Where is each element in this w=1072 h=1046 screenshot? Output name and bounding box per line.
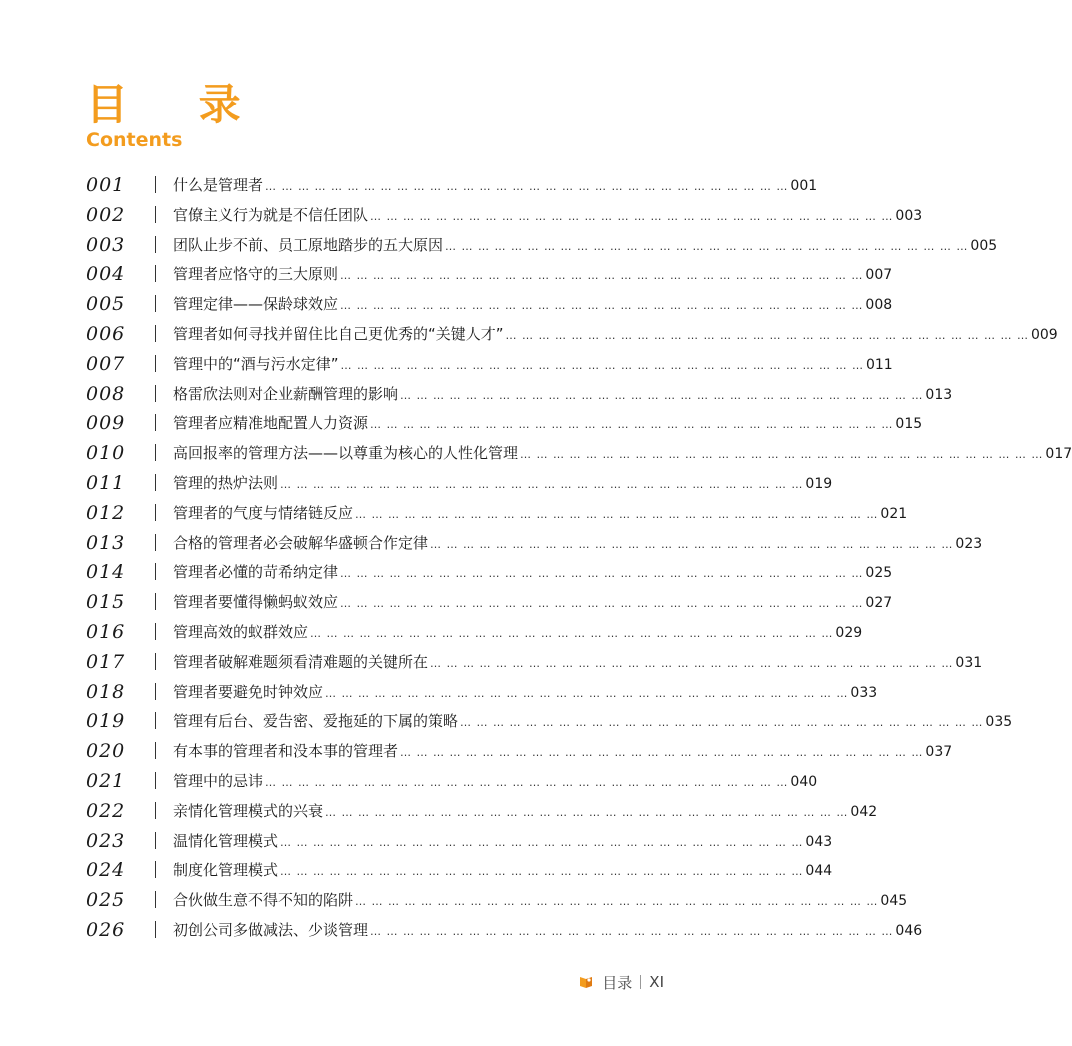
footer-page-number: XI xyxy=(649,973,664,991)
toc-entry-title: 管理高效的蚁群效应 xyxy=(173,622,309,641)
toc-entry-page: 001 xyxy=(790,178,818,194)
toc-entry[interactable] xyxy=(86,855,833,885)
toc-entry-line xyxy=(173,590,893,616)
toc-entry-line xyxy=(173,352,893,378)
toc-dot-leader: … … … … … … … … … … … … … … … … … … … … … … … … … … … … … … … … xyxy=(355,895,879,909)
toc-entry-line xyxy=(173,829,833,855)
toc-separator xyxy=(155,206,156,223)
toc-entry-number: 007 xyxy=(86,352,126,375)
toc-entry-title: 制度化管理模式 xyxy=(173,861,279,880)
toc-entry-number: 023 xyxy=(86,829,126,852)
toc-dot-leader: … … … … … … … … … … … … … … … … … … … … … … … … … … … … … … … … xyxy=(310,626,834,640)
toc-entry-title: 管理定律——保龄球效应 xyxy=(173,295,339,314)
toc-entry-page: 003 xyxy=(895,207,923,224)
toc-entry[interactable] xyxy=(86,498,908,528)
toc-entry[interactable] xyxy=(86,736,953,766)
toc-entry-page: 015 xyxy=(895,416,923,433)
toc-entry[interactable] xyxy=(86,259,893,289)
toc-entry-page: 031 xyxy=(955,654,983,671)
toc-entry[interactable] xyxy=(86,438,1072,468)
toc-separator xyxy=(155,295,156,312)
toc-separator xyxy=(155,921,156,938)
toc-dot-leader: … … … … … … … … … … … … … … … … … … … … … … … … … … … … … … … … xyxy=(340,597,864,611)
toc-entry-title: 管理者破解难题须看清难题的关键所在 xyxy=(173,652,429,671)
toc-entry-line xyxy=(173,531,983,557)
page-footer xyxy=(578,970,664,994)
toc-entry-line xyxy=(173,292,893,318)
toc-entry-line xyxy=(173,620,863,646)
toc-separator xyxy=(155,176,156,193)
toc-dot-leader: … … … … … … … … … … … … … … … … … … … … … … … … … … … … … … … … xyxy=(325,805,849,819)
toc-separator xyxy=(155,683,156,700)
toc-dot-leader: … … … … … … … … … … … … … … … … … … … … … … … … … … … … … … … … xyxy=(370,418,894,432)
toc-entry-title: 官僚主义行为就是不信任团队 xyxy=(173,205,369,224)
toc-separator xyxy=(155,861,156,878)
toc-separator xyxy=(155,563,156,580)
toc-entry[interactable] xyxy=(86,557,893,587)
toc-entry-number: 004 xyxy=(86,263,126,286)
toc-separator xyxy=(155,593,156,610)
toc-entry[interactable] xyxy=(86,289,893,319)
toc-entry-number: 010 xyxy=(86,442,126,465)
toc-entry-title: 管理的热炉法则 xyxy=(173,473,279,492)
toc-dot-leader: … … … … … … … … … … … … … … … … … … … … … … … … … … … … … … … … xyxy=(445,239,969,253)
toc-entry-line xyxy=(173,262,893,288)
toc-entry-title: 管理者的气度与情绪链反应 xyxy=(173,503,354,522)
toc-separator xyxy=(155,772,156,789)
toc-separator xyxy=(155,385,156,402)
toc-entry-line xyxy=(173,411,923,437)
toc-entry-page: 021 xyxy=(880,505,908,522)
toc-dot-leader: … … … … … … … … … … … … … … … … … … … … … … … … … … … … … … … … xyxy=(400,746,924,760)
toc-dot-leader: … … … … … … … … … … … … … … … … … … … … … … … … … … … … … … … … xyxy=(325,686,849,700)
toc-dot-leader: … … … … … … … … … … … … … … … … … … … … … … … … … … … … … … … … xyxy=(400,388,924,402)
toc-entry-line xyxy=(173,799,878,825)
toc-entry-page: 005 xyxy=(970,237,998,254)
toc-entry-title: 什么是管理者 xyxy=(173,176,264,194)
toc-entry-title: 管理者要避免时钟效应 xyxy=(173,682,324,701)
toc-dot-leader: … … … … … … … … … … … … … … … … … … … … … … … … … … … … … … … … xyxy=(370,924,894,938)
toc-entry-number: 011 xyxy=(86,471,126,494)
toc-dot-leader: … … … … … … … … … … … … … … … … … … … … … … … … … … … … … … … … xyxy=(340,567,864,581)
toc-dot-leader: … … … … … … … … … … … … … … … … … … … … … … … … … … … … … … … … xyxy=(460,716,984,730)
toc-entry-line xyxy=(173,233,998,259)
toc-entry[interactable] xyxy=(86,617,863,647)
toc-entry-number: 006 xyxy=(86,322,126,345)
toc-dot-leader: … … … … … … … … … … … … … … … … … … … … … … … … … … … … … … … … xyxy=(280,865,804,879)
toc-entry-line xyxy=(173,769,818,795)
toc-entry-line xyxy=(173,322,1058,348)
toc-separator xyxy=(155,325,156,342)
toc-entry-page: 033 xyxy=(850,684,878,701)
toc-entry-page: 035 xyxy=(985,714,1013,731)
toc-separator xyxy=(155,474,156,491)
toc-entry-page: 044 xyxy=(805,863,833,880)
toc-entry-page: 040 xyxy=(790,773,818,790)
toc-entry-page: 025 xyxy=(865,565,893,582)
toc-entry-title: 合伙做生意不得不知的陷阱 xyxy=(173,891,354,910)
toc-dot-leader: … … … … … … … … … … … … … … … … … … … … … … … … … … … … … … … … xyxy=(280,835,804,849)
toc-entry[interactable] xyxy=(86,826,833,856)
toc-entry-line xyxy=(173,888,908,914)
toc-entry-title: 管理者应精准地配置人力资源 xyxy=(173,414,369,433)
toc-entry-number: 015 xyxy=(86,591,126,614)
toc-separator xyxy=(155,742,156,759)
toc-entry-number: 020 xyxy=(86,740,126,763)
toc-entry-title: 温情化管理模式 xyxy=(173,831,279,850)
toc-separator xyxy=(155,712,156,729)
toc-entry[interactable] xyxy=(86,915,923,945)
page-subtitle: Contents xyxy=(86,129,183,151)
toc-entry[interactable] xyxy=(86,796,878,826)
toc-entry-page: 042 xyxy=(850,803,878,820)
footer-divider xyxy=(640,975,641,989)
toc-separator xyxy=(155,891,156,908)
toc-entry-page: 019 xyxy=(805,475,833,492)
toc-entry-page: 023 xyxy=(955,535,983,552)
toc-entry-line xyxy=(173,471,833,497)
toc-separator xyxy=(155,534,156,551)
toc-entry-line xyxy=(173,680,878,706)
toc-entry[interactable] xyxy=(86,766,818,796)
toc-entry-number: 022 xyxy=(86,799,126,822)
toc-entry-page: 009 xyxy=(1030,326,1058,343)
toc-separator xyxy=(155,444,156,461)
toc-entry[interactable] xyxy=(86,170,818,200)
toc-entry-line xyxy=(173,501,908,527)
toc-separator xyxy=(155,832,156,849)
toc-entry-line xyxy=(173,173,818,199)
toc-dot-leader: … … … … … … … … … … … … … … … … … … … … … … … … … … … … … … … … xyxy=(355,507,879,521)
toc-entry-title: 管理有后台、爱告密、爱拖延的下属的策略 xyxy=(173,712,459,731)
toc-dot-leader: … … … … … … … … … … … … … … … … … … … … … … … … … … … … … … … … xyxy=(340,358,864,372)
table-of-contents xyxy=(86,170,1072,945)
toc-entry-title: 格雷欣法则对企业薪酬管理的影响 xyxy=(173,384,399,403)
toc-entry-title: 管理者要懂得懒蚂蚁效应 xyxy=(173,593,339,612)
toc-entry[interactable] xyxy=(86,677,878,707)
toc-entry-number: 019 xyxy=(86,710,126,733)
toc-dot-leader: … … … … … … … … … … … … … … … … … … … … … … … … … … … … … … … … xyxy=(430,537,954,551)
toc-separator xyxy=(155,653,156,670)
toc-entry-title: 初创公司多做减法、少谈管理 xyxy=(173,920,369,939)
toc-entry-title: 有本事的管理者和没本事的管理者 xyxy=(173,742,399,761)
toc-dot-leader: … … … … … … … … … … … … … … … … … … … … … … … … … … … … … … … … xyxy=(265,775,789,789)
toc-dot-leader: … … … … … … … … … … … … … … … … … … … … … … … … … … … … … … … … xyxy=(430,656,954,670)
toc-entry-number: 009 xyxy=(86,412,126,435)
toc-separator xyxy=(155,265,156,282)
toc-entry-number: 018 xyxy=(86,680,126,703)
toc-entry-title: 亲情化管理模式的兴衰 xyxy=(173,801,324,820)
toc-dot-leader: … … … … … … … … … … … … … … … … … … … … … … … … … … … … … … … … xyxy=(340,269,864,283)
toc-entry-title: 管理中的忌讳 xyxy=(173,771,264,790)
toc-entry-page: 027 xyxy=(865,595,893,612)
toc-entry-page: 029 xyxy=(835,624,863,641)
toc-entry[interactable] xyxy=(86,468,833,498)
toc-entry-page: 007 xyxy=(865,267,893,284)
toc-entry-title: 合格的管理者必会破解华盛顿合作定律 xyxy=(173,533,429,552)
toc-entry-page: 045 xyxy=(880,893,908,910)
book-logo-icon xyxy=(578,974,594,990)
toc-entry-line xyxy=(173,709,1013,735)
toc-entry-page: 037 xyxy=(925,744,953,761)
toc-entry-title: 管理者必懂的苛希纳定律 xyxy=(173,563,339,582)
footer-label: 目录 xyxy=(602,973,633,992)
toc-entry-line xyxy=(173,739,953,765)
toc-entry-number: 008 xyxy=(86,382,126,405)
toc-entry-number: 024 xyxy=(86,859,126,882)
toc-entry-line xyxy=(173,441,1072,467)
toc-entry-page: 008 xyxy=(865,297,893,314)
toc-entry-page: 017 xyxy=(1045,446,1072,463)
toc-separator xyxy=(155,504,156,521)
toc-separator xyxy=(155,802,156,819)
toc-entry-page: 046 xyxy=(895,922,923,939)
toc-entry-title: 管理者应恪守的三大原则 xyxy=(173,265,339,284)
toc-entry[interactable] xyxy=(86,230,998,260)
toc-entry-number: 001 xyxy=(86,174,126,196)
toc-entry-line xyxy=(173,650,983,676)
toc-entry-title: 团队止步不前、员工原地踏步的五大原因 xyxy=(173,235,444,254)
toc-separator xyxy=(155,355,156,372)
toc-entry-line xyxy=(173,382,953,408)
toc-entry-title: 高回报率的管理方法——以尊重为核心的人性化管理 xyxy=(173,444,519,463)
toc-dot-leader: … … … … … … … … … … … … … … … … … … … … … … … … … … … … … … … … xyxy=(340,299,864,313)
toc-entry[interactable] xyxy=(86,587,893,617)
toc-entry-number: 014 xyxy=(86,561,126,584)
toc-separator xyxy=(155,623,156,640)
toc-entry-page: 043 xyxy=(805,833,833,850)
toc-entry-page: 011 xyxy=(865,356,893,373)
toc-entry-title: 管理者如何寻找并留住比自己更优秀的“关键人才” xyxy=(173,324,504,343)
toc-entry-number: 012 xyxy=(86,501,126,524)
toc-entry-title: 管理中的“酒与污水定律” xyxy=(173,354,339,373)
toc-entry-number: 002 xyxy=(86,203,126,226)
toc-entry-line xyxy=(173,858,833,884)
toc-entry[interactable] xyxy=(86,379,953,409)
toc-entry-number: 021 xyxy=(86,769,126,792)
toc-entry-number: 026 xyxy=(86,918,126,941)
toc-entry-number: 005 xyxy=(86,293,126,316)
toc-entry-number: 016 xyxy=(86,620,126,643)
toc-entry-number: 017 xyxy=(86,650,126,673)
toc-entry[interactable] xyxy=(86,349,893,379)
toc-entry-line xyxy=(173,560,893,586)
toc-entry-page: 013 xyxy=(925,386,953,403)
toc-entry-line xyxy=(173,203,923,229)
toc-separator xyxy=(155,414,156,431)
toc-entry[interactable] xyxy=(86,200,923,230)
toc-dot-leader: … … … … … … … … … … … … … … … … … … … … … … … … … … … … … … … … xyxy=(370,209,894,223)
page-title: 目 录 xyxy=(86,80,269,129)
toc-dot-leader: … … … … … … … … … … … … … … … … … … … … … … … … … … … … … … … … xyxy=(520,448,1044,462)
toc-separator xyxy=(155,236,156,253)
toc-entry[interactable] xyxy=(86,408,923,438)
toc-entry[interactable] xyxy=(86,885,908,915)
toc-entry-number: 025 xyxy=(86,889,126,912)
toc-entry[interactable] xyxy=(86,319,1058,349)
toc-dot-leader: … … … … … … … … … … … … … … … … … … … … … … … … … … … … … … … … xyxy=(265,180,789,193)
toc-dot-leader: … … … … … … … … … … … … … … … … … … … … … … … … … … … … … … … … xyxy=(280,477,804,491)
toc-entry[interactable] xyxy=(86,647,983,677)
toc-entry[interactable] xyxy=(86,528,983,558)
toc-entry[interactable] xyxy=(86,706,1013,736)
toc-dot-leader: … … … … … … … … … … … … … … … … … … … … … … … … … … … … … … … … xyxy=(505,328,1029,342)
toc-entry-number: 003 xyxy=(86,233,126,256)
toc-entry-number: 013 xyxy=(86,531,126,554)
toc-entry-line xyxy=(173,918,923,944)
